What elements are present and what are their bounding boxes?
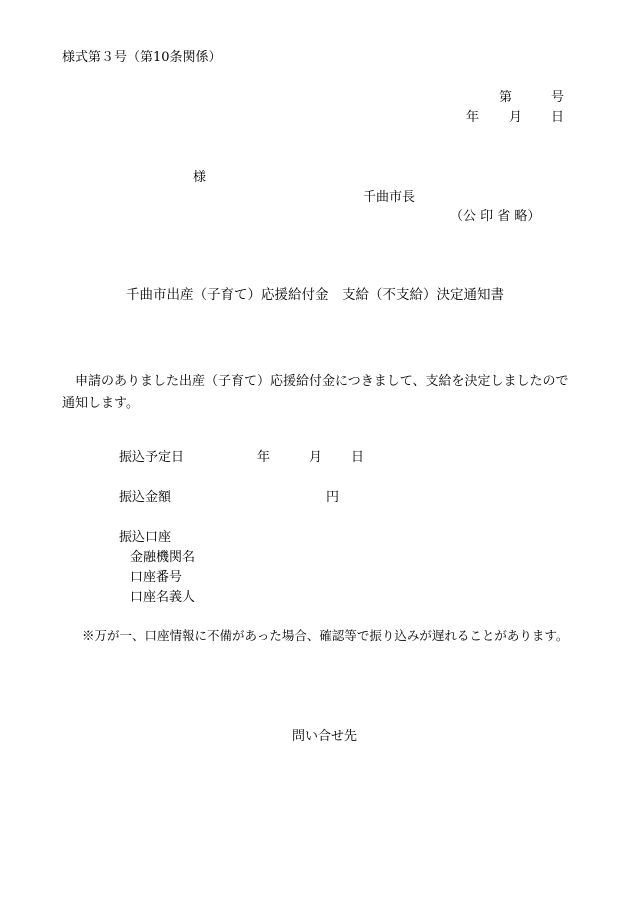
amount-label: 振込金額 <box>119 490 172 505</box>
form-number: 様式第３号（第10条関係） <box>62 50 222 65</box>
date-month: 月 <box>509 110 523 125</box>
contact-label: 問い合せ先 <box>292 729 358 744</box>
reference-go: 号 <box>551 90 565 105</box>
reference-dai: 第 <box>499 90 513 105</box>
account-label: 振込口座 <box>119 530 172 545</box>
transfer-date-day: 日 <box>351 450 365 465</box>
bank-name-label: 金融機関名 <box>130 550 196 565</box>
account-number-label: 口座番号 <box>130 570 183 585</box>
date-year: 年 <box>466 110 480 125</box>
date-day: 日 <box>551 110 565 125</box>
seal-omitted-note: （公 印 省 略） <box>450 209 541 224</box>
delay-note: ※万が一、口座情報に不備があった場合、確認等で振り込みが遅れることがあります。 <box>82 628 569 643</box>
amount-unit: 円 <box>326 490 340 505</box>
body-paragraph: 申請のありました出産（子育て）応援給付金につきまして、支給を決定しましたので通知します。 <box>62 374 569 411</box>
transfer-date-label: 振込予定日 <box>119 450 185 465</box>
document-title: 千曲市出産（子育て）応援給付金 支給（不支給）決定通知書 <box>126 287 504 303</box>
transfer-date-year: 年 <box>257 450 271 465</box>
account-holder-label: 口座名義人 <box>130 590 196 605</box>
addressee-sama: 様 <box>193 170 207 185</box>
sender-name: 千曲市長 <box>363 190 416 205</box>
transfer-date-month: 月 <box>309 450 323 465</box>
